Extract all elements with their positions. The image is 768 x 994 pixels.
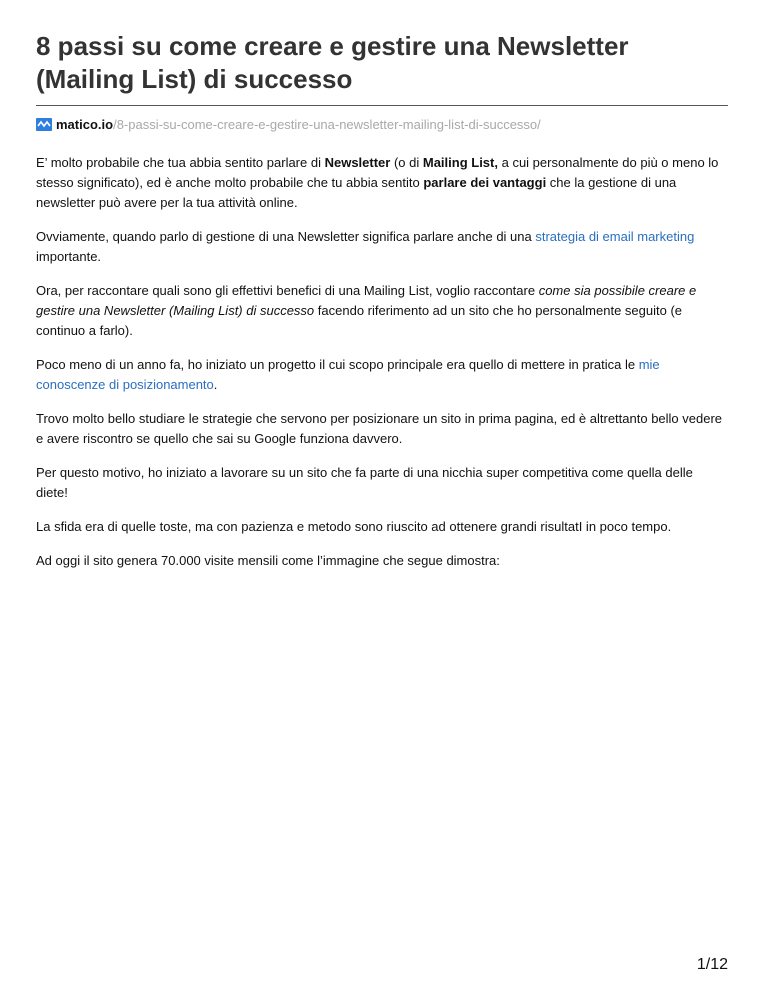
posizionamento-link[interactable]: mie conoscenze di posizionamento bbox=[36, 357, 660, 392]
p2-text-b: importante. bbox=[36, 249, 102, 264]
source-url[interactable] bbox=[36, 115, 728, 133]
source-path[interactable]: /8-passi-su-come-creare-e-gestire-una-newsletter-mailing-list-di-successo/ bbox=[113, 116, 541, 132]
p1-text-a: E’ molto probabile che tua abbia sentito parlare di bbox=[36, 155, 325, 170]
paragraph-2 bbox=[36, 227, 728, 267]
paragraph-7: La sfida era di quelle toste, ma con pazienza e metodo sono riuscito ad ottenere grandi risultatI in poco tempo. bbox=[36, 519, 672, 534]
p2-text-a: Ovviamente, quando parlo di gestione di una Newsletter significa parlare anche di una bbox=[36, 229, 536, 244]
p3-text-b: facendo riferimento ad un sito che ho personalmente seguito (e continuo a farlo). bbox=[36, 303, 683, 338]
p3-italic: come sia possibile creare e gestire una Newsletter (Mailing List) di successo bbox=[36, 283, 697, 318]
page-number: 1/12 bbox=[696, 956, 728, 973]
paragraph-1 bbox=[36, 153, 728, 213]
p1-bold-mailing-list: Mailing List, bbox=[422, 155, 498, 170]
p4-text-b: . bbox=[213, 377, 218, 392]
paragraph-8: Ad oggi il sito genera 70.000 visite mensili come l’immagine che segue dimostra: bbox=[36, 553, 500, 568]
paragraph-6: Per questo motivo, ho iniziato a lavorare su un sito che fa parte di una nicchia super competitiva come quella delle diete! bbox=[36, 465, 693, 500]
email-marketing-link[interactable]: strategia di email marketing bbox=[535, 229, 695, 244]
page-title: 8 passi su come creare e gestire una Newsletter (Mailing List) di successo bbox=[36, 31, 629, 94]
paragraph-5: Trovo molto bello studiare le strategie che servono per posizionare un sito in prima pagina, ed è altrettanto bello vedere e avere riscontro se quello che sai su Google funziona davvero. bbox=[36, 411, 723, 446]
paragraph-3 bbox=[36, 281, 728, 341]
article-body bbox=[36, 153, 728, 571]
site-logo-icon bbox=[36, 118, 52, 131]
p1-bold-vantaggi: parlare dei vantaggi bbox=[423, 175, 547, 190]
p1-text-d: a cui personalmente do più o meno lo stesso significato), ed è anche molto probabile che tu abbia sentito bbox=[36, 155, 719, 190]
p1-text-c: (o di bbox=[390, 155, 423, 170]
document-page bbox=[36, 30, 728, 585]
p4-text-a: Poco meno di un anno fa, ho iniziato un progetto il cui scopo principale era quello di mettere in pratica le bbox=[36, 357, 639, 372]
source-host[interactable]: matico.io bbox=[56, 116, 114, 132]
p1-bold-newsletter: Newsletter bbox=[324, 155, 391, 170]
p3-text-a: Ora, per raccontare quali sono gli effettivi benefici di una Mailing List, voglio raccontare bbox=[36, 283, 539, 298]
p1-text-e: che la gestione di una newsletter può avere per la tua attività online. bbox=[36, 175, 677, 210]
paragraph-4 bbox=[36, 355, 728, 395]
title-divider bbox=[36, 105, 728, 106]
